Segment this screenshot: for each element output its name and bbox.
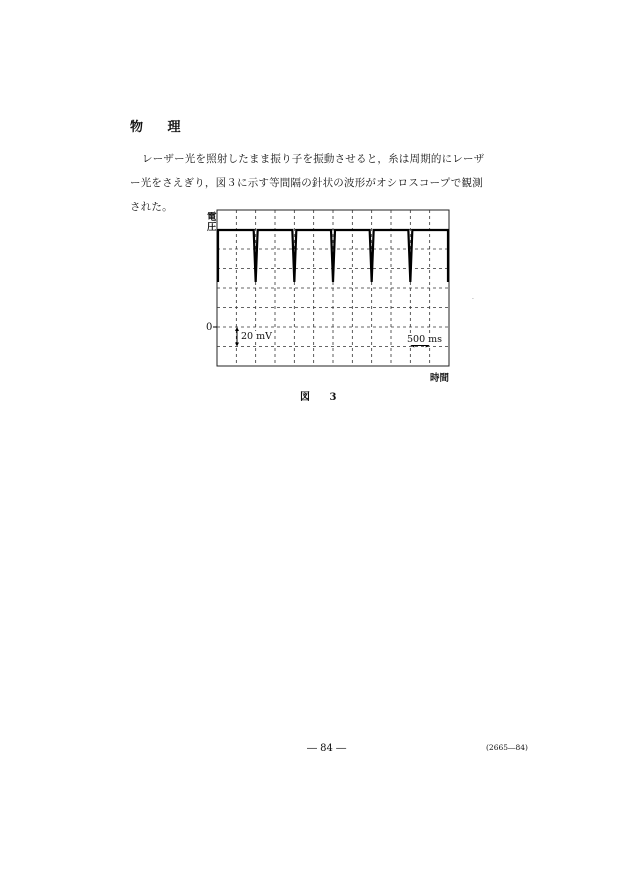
margin-mark: · [472, 296, 474, 303]
oscilloscope-svg [195, 205, 465, 385]
y-axis-label: 電圧 [207, 212, 217, 233]
document-code: (2665―84) [486, 743, 528, 752]
x-axis-label: 時間 [430, 373, 450, 384]
problem-paragraph: レーザー光を照射したまま振り子を振動させると，糸は周期的にレーザー光をさえぎり，図３に示す等間隔の針状の波形がオシロスコープで観測された。 [130, 153, 485, 213]
page-number: ― 84 ― [307, 743, 347, 754]
oscilloscope-figure [195, 205, 465, 385]
voltage-arrowhead-top [235, 327, 239, 331]
voltage-scale-label: 20 mV [241, 331, 272, 342]
time-scale-label: 500 ms [407, 334, 443, 345]
page-heading: 物 理 [130, 120, 191, 135]
zero-label: 0 [206, 322, 213, 333]
voltage-arrowhead-bottom [235, 343, 239, 347]
figure-caption: 図 3 [300, 392, 345, 403]
waveform-trace [218, 230, 448, 282]
